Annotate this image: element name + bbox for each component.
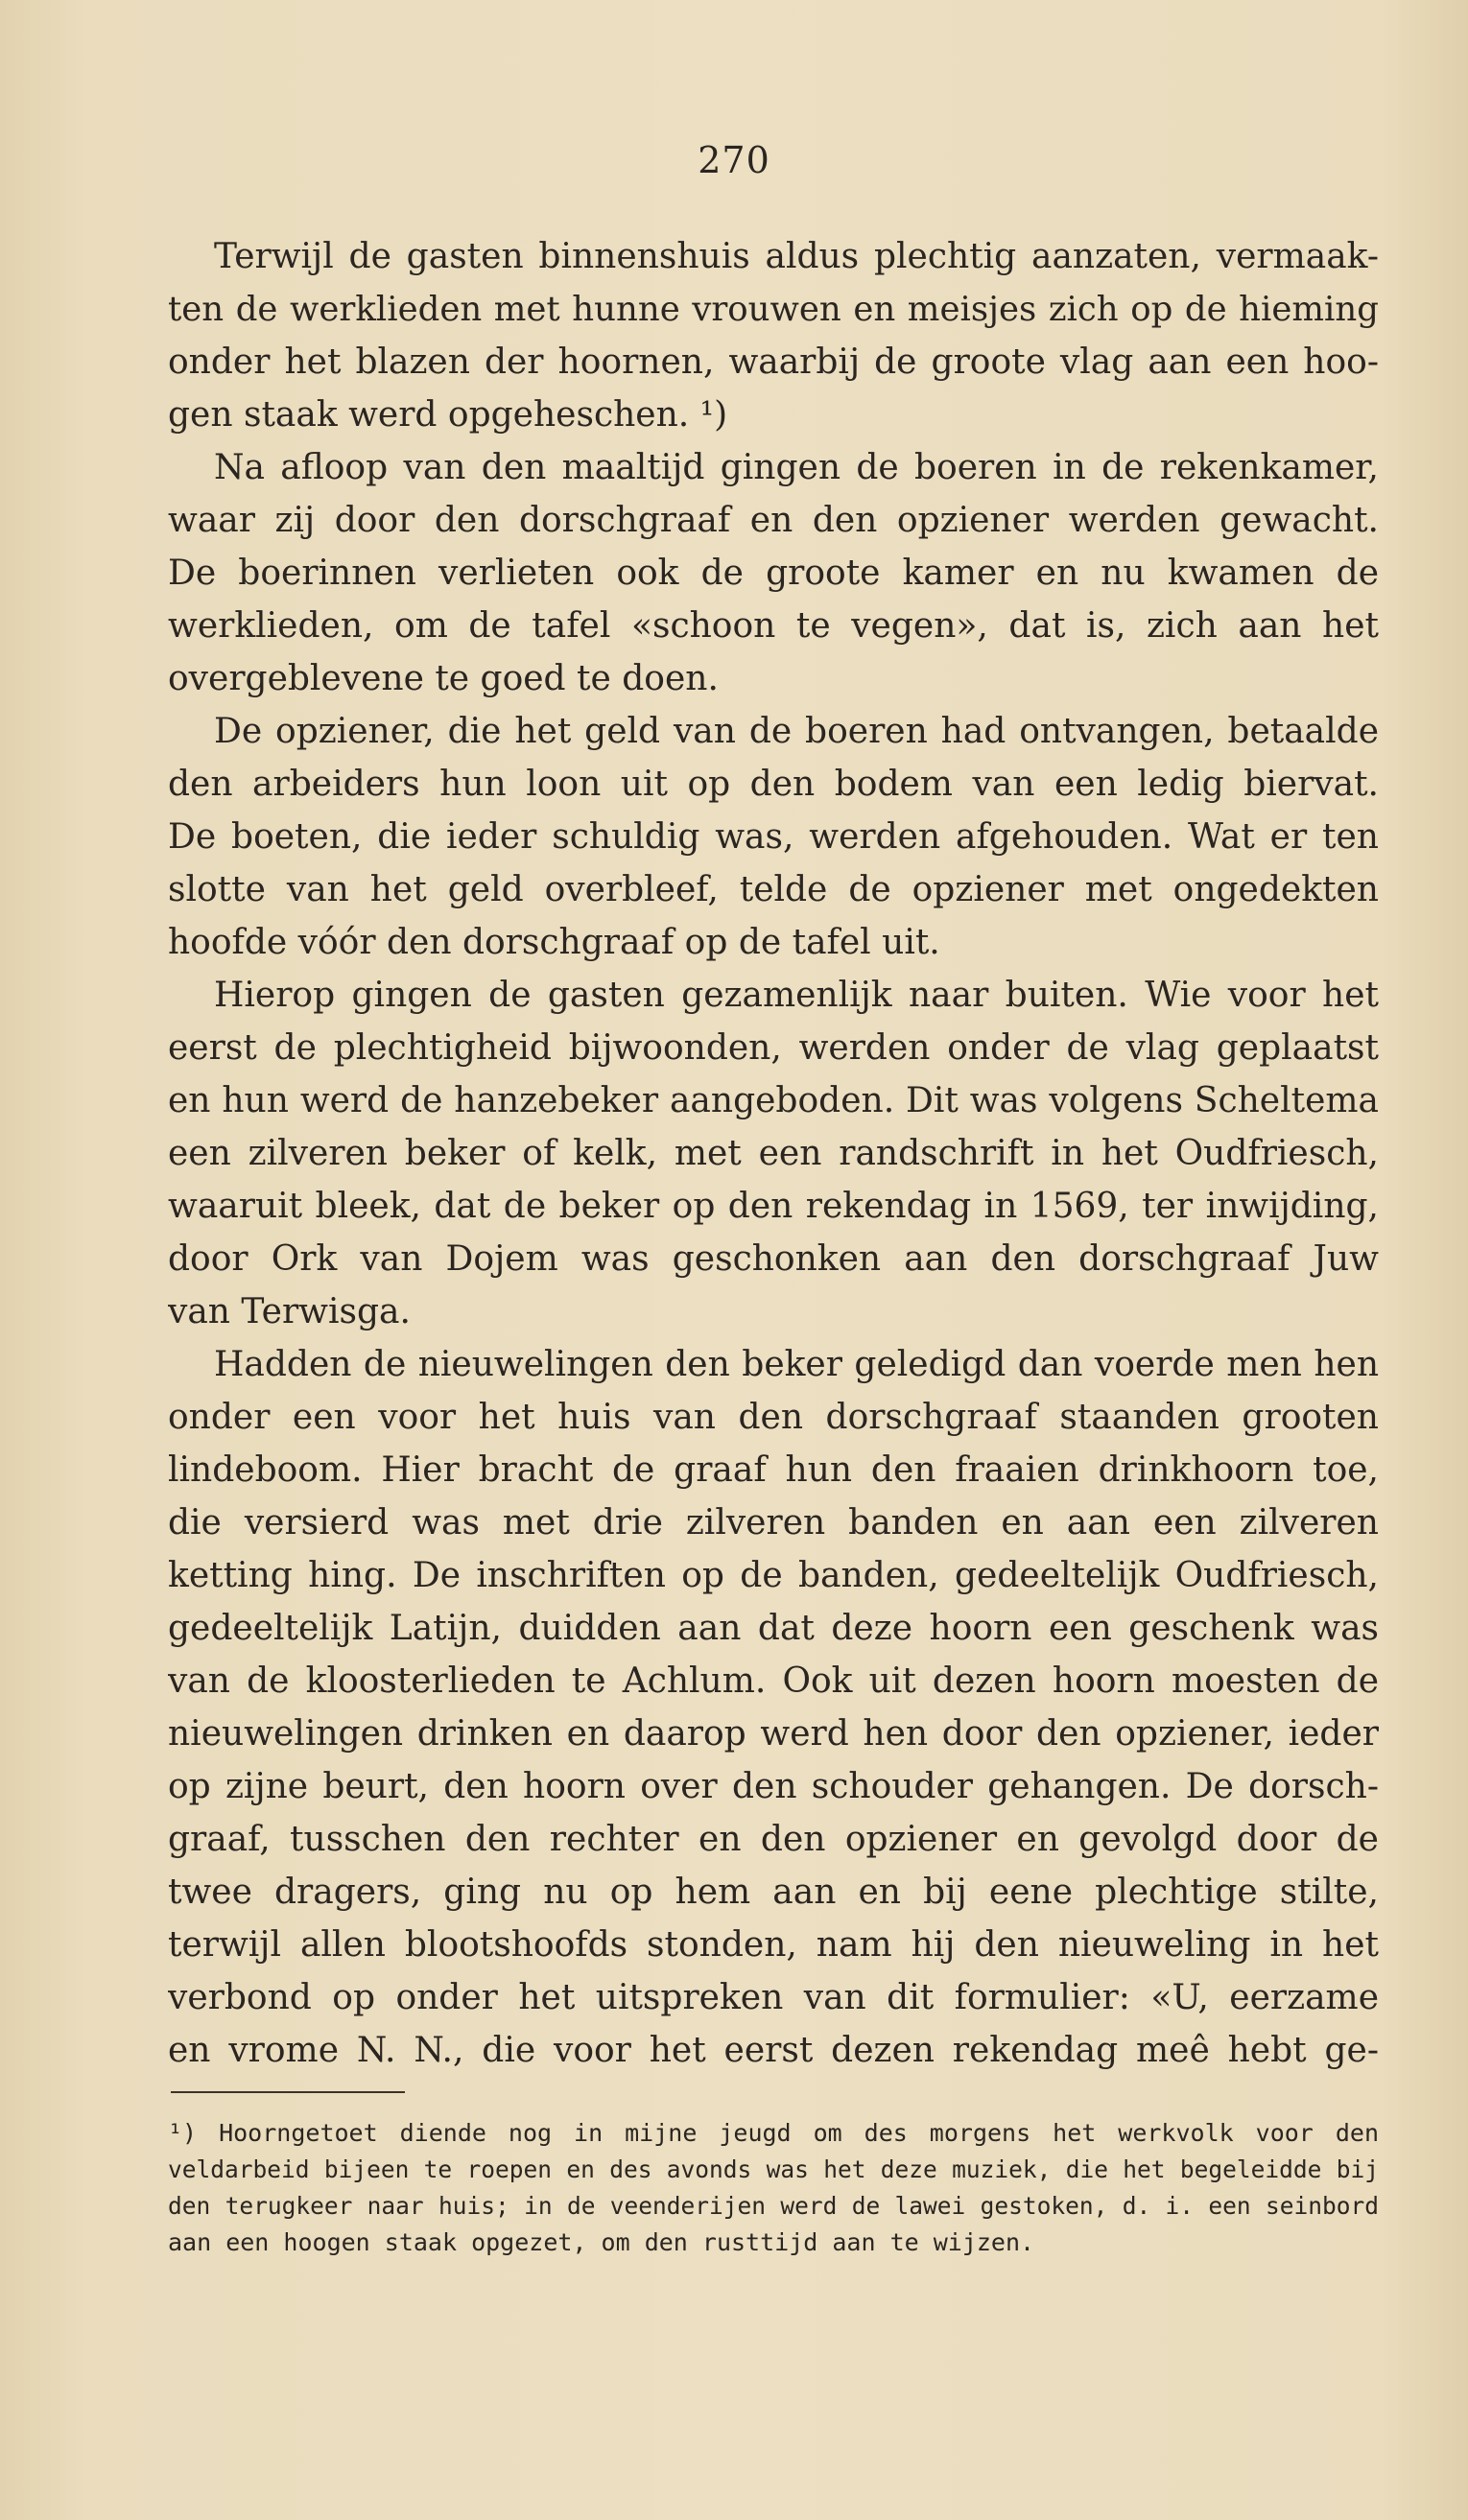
text-line: ten de werklieden met hunne vrouwen en meisjes zich op de hieming xyxy=(168,290,1379,329)
text-line: slotte van het geld overbleef, telde de opziener met ongedekten xyxy=(168,870,1379,909)
text-line: op zijne beurt, den hoorn over den schouder gehangen. De dorsch- xyxy=(168,1767,1379,1806)
text-line: overgeblevene te goed te doen. xyxy=(168,659,719,698)
text-line: Na afloop van den maaltijd gingen de boeren in de rekenkamer, xyxy=(214,448,1379,487)
text-line: Terwijl de gasten binnenshuis aldus plechtig aanzaten, vermaak- xyxy=(214,237,1379,276)
text-line: van Terwisga. xyxy=(168,1292,411,1331)
text-line: De boeten, die ieder schuldig was, werden afgehouden. Wat er ten xyxy=(168,817,1379,857)
footnote-line: ¹) Hoorngetoet diende nog in mijne jeugd om des morgens het werkvolk voor den xyxy=(168,2119,1379,2147)
page-number: 270 xyxy=(698,139,770,181)
text-line: Hierop gingen de gasten gezamenlijk naar buiten. Wie voor het xyxy=(214,976,1379,1015)
text-line: terwijl allen blootshoofds stonden, nam hij den nieuweling in het xyxy=(168,1925,1379,1965)
text-line: verbond op onder het uitspreken van dit formulier: «U, eerzame xyxy=(168,1978,1379,2017)
text-line: den arbeiders hun loon uit op den bodem van een ledig biervat. xyxy=(168,765,1379,804)
text-line: nieuwelingen drinken en daarop werd hen door den opziener, ieder xyxy=(168,1714,1379,1754)
text-line: waar zij door den dorschgraaf en den opziener werden gewacht. xyxy=(168,501,1379,540)
text-line: onder het blazen der hoornen, waarbij de groote vlag aan een hoo- xyxy=(168,342,1379,382)
text-line: onder een voor het huis van den dorschgraaf staanden grooten xyxy=(168,1398,1379,1437)
footnote-line: den terugkeer naar huis; in de veenderijen werd de lawei gestoken, d. i. een seinbord xyxy=(168,2192,1379,2220)
footnote-line: aan een hoogen staak opgezet, om den rusttijd aan te wijzen. xyxy=(168,2228,1035,2256)
footnote xyxy=(168,2115,1379,2261)
text-line: twee dragers, ging nu op hem aan en bij eene plechtige stilte, xyxy=(168,1872,1379,1912)
text-line: De opziener, die het geld van de boeren had ontvangen, betaalde xyxy=(214,712,1379,751)
text-line: lindeboom. Hier bracht de graaf hun den fraaien drinkhoorn toe, xyxy=(168,1450,1379,1490)
text-line: werklieden, om de tafel «schoon te vegen», dat is, zich aan het xyxy=(168,606,1379,646)
footnote-divider xyxy=(171,2091,405,2093)
text-line: van de kloosterlieden te Achlum. Ook uit dezen hoorn moesten de xyxy=(168,1661,1379,1701)
text-line: De boerinnen verlieten ook de groote kamer en nu kwamen de xyxy=(168,553,1379,593)
text-line: gedeeltelijk Latijn, duidden aan dat deze hoorn een geschenk was xyxy=(168,1609,1379,1648)
text-line: Hadden de nieuwelingen den beker geledigd dan voerde men hen xyxy=(214,1345,1379,1384)
body-text xyxy=(168,230,1379,2077)
text-line: een zilveren beker of kelk, met een randschrift in het Oudfriesch, xyxy=(168,1134,1379,1173)
footnote-line: veldarbeid bijeen te roepen en des avonds was het deze muziek, die het begeleidde bij xyxy=(168,2155,1379,2183)
text-line: hoofde vóór den dorschgraaf op de tafel uit. xyxy=(168,923,940,962)
text-line: graaf, tusschen den rechter en den opziener en gevolgd door de xyxy=(168,1820,1379,1859)
text-line: eerst de plechtigheid bijwoonden, werden onder de vlag geplaatst xyxy=(168,1028,1379,1068)
text-line: gen staak werd opgeheschen. ¹) xyxy=(168,395,728,435)
text-line: waaruit bleek, dat de beker op den rekendag in 1569, ter inwijding, xyxy=(168,1187,1379,1226)
text-line: en vrome N. N., die voor het eerst dezen rekendag meê hebt ge- xyxy=(168,2031,1379,2070)
text-line: door Ork van Dojem was geschonken aan den dorschgraaf Juw xyxy=(168,1239,1379,1279)
text-line: ketting hing. De inschriften op de banden, gedeeltelijk Oudfriesch, xyxy=(168,1556,1379,1595)
text-line: en hun werd de hanzebeker aangeboden. Dit was volgens Scheltema xyxy=(168,1081,1379,1120)
text-line: die versierd was met drie zilveren banden en aan een zilveren xyxy=(168,1503,1379,1543)
